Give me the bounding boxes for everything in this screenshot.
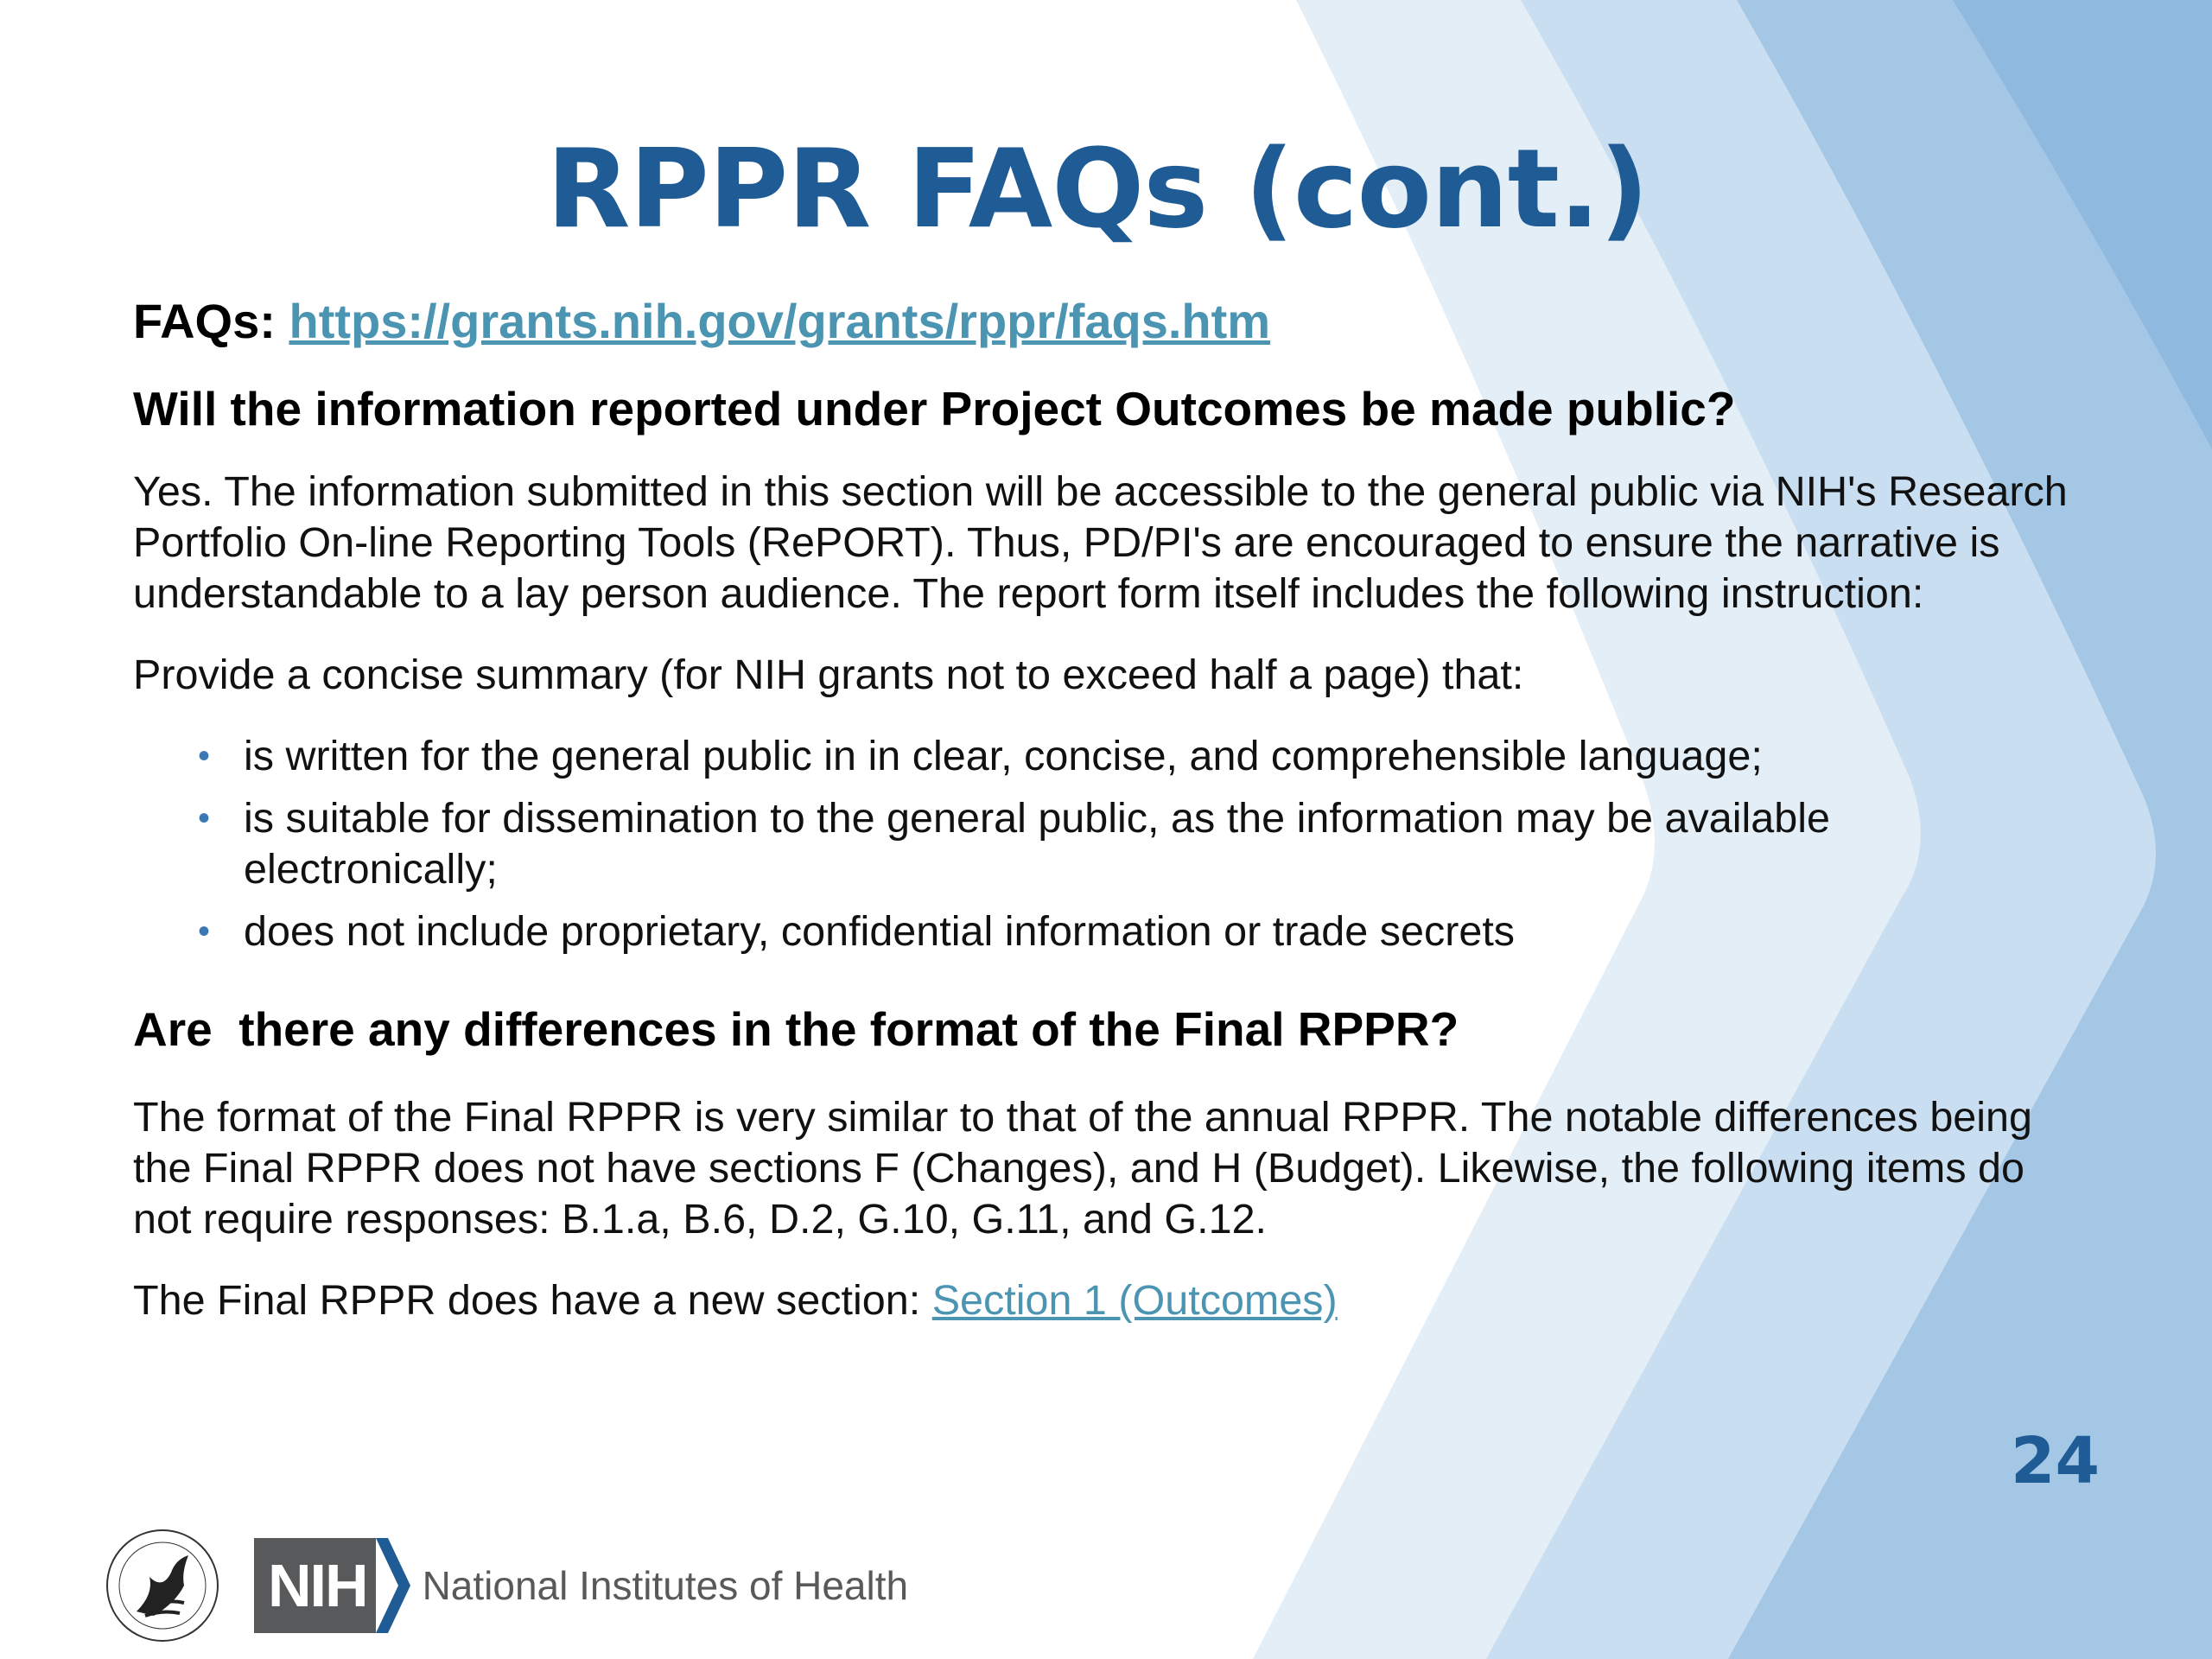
faq-label: FAQs: [133,294,276,348]
summary-bullet-list [133,731,2034,969]
answer-line: understandable to a lay person audience. The report form itself includes the following instruction: [133,570,1924,617]
section-1-outcomes-link[interactable]: Section 1 (Outcomes) [931,1277,1338,1324]
bullet-text: is written for the general public in in clear, concise, and comprehensible language; [244,733,1763,779]
answer-line: the Final RPPR does not have sections F (Changes), and H (Budget). Likewise, the following items do [133,1145,2024,1192]
final-section-line [133,1275,2138,1326]
nih-logo [254,1538,908,1633]
answer-project-outcomes [133,467,2138,620]
hhs-seal-icon [102,1525,223,1646]
page-number: 24 [2011,1424,2100,1498]
question-project-outcomes: Will the information reported under Project Outcomes be made public? [133,382,1736,435]
bullet-text-continued: electronically; [244,846,498,893]
footer-logos [102,1521,908,1650]
answer-line: Yes. The information submitted in this section will be accessible to the general public via NIH's Research [133,468,2068,515]
list-item [133,731,2034,782]
answer-line: Portfolio On-line Reporting Tools (RePORT). Thus, PD/PI's are encouraged to ensure the narrative is [133,519,2000,566]
list-item [133,793,2034,895]
answer-line: not require responses: B.1.a, B.6, D.2, G.10, G.11, and G.12. [133,1196,1268,1243]
summary-intro: Provide a concise summary (for NIH grants not to exceed half a page) that: [133,652,1524,698]
bullet-icon: • [198,737,211,775]
nih-full-name: National Institutes of Health [422,1563,909,1608]
answer-line: The format of the Final RPPR is very similar to that of the annual RPPR. The notable differences being [133,1094,2032,1141]
final-section-text: The Final RPPR does have a new section: [133,1277,932,1324]
bullet-icon: • [198,912,211,950]
chevron-right-icon [376,1538,410,1633]
list-item [133,906,2034,957]
bullet-icon: • [198,799,211,837]
faq-link-line [133,292,1270,350]
slide-title: RPPR FAQs (cont.) [546,125,1649,252]
bullet-text: is suitable for dissemination to the general public, as the information may be available [244,795,1830,842]
faq-url-link[interactable]: https://grants.nih.gov/grants/rppr/faqs.htm [289,294,1271,348]
answer-final-rppr-format [133,1092,2138,1245]
question-final-rppr-format: Are there any differences in the format of the Final RPPR? [133,1002,1459,1056]
bullet-text: does not include proprietary, confidential information or trade secrets [244,908,1516,955]
nih-abbrev: NIH [254,1538,376,1633]
